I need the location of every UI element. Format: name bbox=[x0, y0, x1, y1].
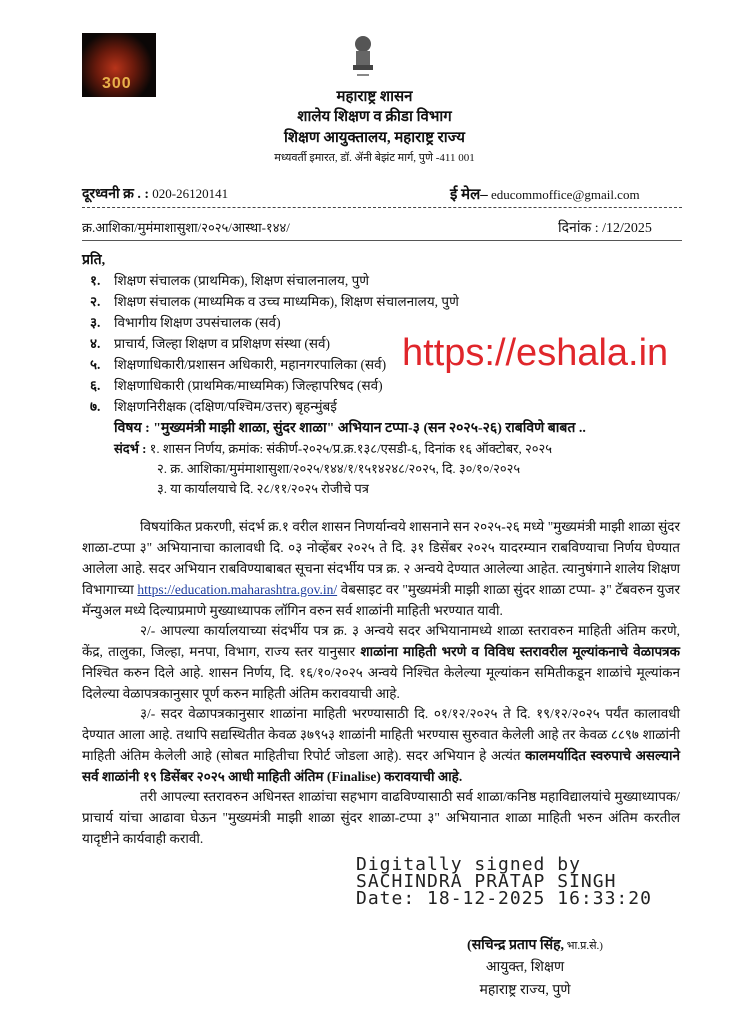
pune-shlok-300-logo: 300 bbox=[82, 33, 156, 97]
item-text: प्राचार्य, जिल्हा शिक्षण व प्रशिक्षण संस्था (सर्व) bbox=[114, 336, 330, 351]
item-text: विभागीय शिक्षण उपसंचालक (सर्व) bbox=[114, 315, 281, 330]
paragraph-1 bbox=[82, 516, 680, 621]
item-number: ३. bbox=[90, 315, 101, 330]
office-address: मध्यवर्ती इमारत, डॉ. ॲनी बेझंट मार्ग, पुणे -411 001 bbox=[274, 152, 475, 164]
item-text: शिक्षणनिरीक्षक (दक्षिण/पश्चिम/उत्तर) बृहन्मुंबई bbox=[114, 399, 337, 414]
name-text: (सचिन्द्र प्रताप सिंह, bbox=[467, 938, 564, 953]
item-text: शिक्षण संचालक (माध्यमिक व उच्च माध्यमिक), शिक्षण संचालनालय, पुणे bbox=[114, 294, 459, 309]
watermark: https://eshala.in bbox=[402, 332, 669, 374]
solid-divider bbox=[82, 240, 682, 241]
subject-line: विषय : "मुख्यमंत्री माझी शाळा, सुंदर शाळा" अभियान टप्पा-३ (सन २०२५-२६) राबविणे बाबत .. bbox=[114, 421, 586, 436]
paragraph-text: विषयांकित प्रकरणी, संदर्भ क्र.१ वरील शासन निणर्यान्वये शासनाने सन २०२५-२६ मध्ये "मुख्यमंत्री माझी शाळा सुंदर शाळा-टप्पा ३" अभियानाचा कालावधी दि. ०३ नोव्हेंबर २०२५ ते दि. ३१ डिसेंबर २०२५ यादरम्यान राबविण्याचा निर्णय घेण्यात आलेला आहे. सदर अभियान राबविण्याबाबत सूचना संदर्भीय पत्र क्र. २ अन्वये देण्यात आलेल्या आहेत. त्यानुषंगाने शालेय शिक्षण विभागाच्या bbox=[82, 519, 680, 597]
signature-date: Date: 18-12-2025 16:33:20 bbox=[356, 888, 652, 909]
item-text: शिक्षणाधिकारी/प्रशासन अधिकारी, महानगरपालिका (सर्व) bbox=[114, 357, 387, 372]
email-line bbox=[450, 184, 640, 204]
list-item bbox=[90, 375, 459, 396]
paragraph-text: ३/- सदर वेळापत्रकानुसार शाळांना माहिती भरण्यासाठी दि. ०१/१२/२०२५ ते दि. १९/१२/२०२५ पर्यंत कालावधी देण्यात आला आहे. तथापि सद्यस्थितीत केवळ ३७९५३ शाळांनी माहिती भरण्यास सुरुवात केलेली आहे तर केवळ ८८९७ शाळांनी माहिती अंतिम केलेली आहे (सोबत माहितीचा रिपोर्ट जोडला आहे). सदर अभियान हे अत्यंत bbox=[82, 706, 680, 763]
signatory-name bbox=[0, 935, 749, 954]
phone-number: 020-26120141 bbox=[152, 186, 229, 201]
digital-signature bbox=[356, 856, 652, 907]
signer-name: SACHINDRA PRATAP SINGH bbox=[356, 871, 617, 892]
signatory-designation: आयुक्त, शिक्षण bbox=[485, 960, 565, 975]
item-number: ४. bbox=[90, 336, 101, 351]
letter-date bbox=[558, 218, 652, 237]
email-label: ई मेल– bbox=[450, 187, 488, 203]
education-website-link[interactable]: https://education.maharashtra.gov.in/ bbox=[137, 582, 338, 597]
to-label: प्रति, bbox=[82, 253, 106, 268]
paragraph-3 bbox=[82, 703, 680, 787]
paragraph-text: वेबसाइट वर "मुख्यमंत्री माझी शाळा सुंदर शाळा टप्पा- ३" टॅबवरुन युजर मॅन्युअल मध्ये दिल्याप्रमाणे मुख्याध्यापक लॉगिन वरुन सर्व शाळांनी माहिती भरण्यात यावी. bbox=[82, 582, 680, 618]
service-suffix: भा.प्र.से.) bbox=[564, 940, 603, 952]
paragraph-bold-text: शाळांना माहिती भरणे व विविध स्तरावरील मूल्यांकनाचे वेळापत्रक bbox=[360, 644, 680, 659]
item-number: ७. bbox=[90, 399, 101, 414]
list-item bbox=[90, 291, 459, 312]
signatory-place: महाराष्ट्र राज्य, पुणे bbox=[479, 983, 571, 998]
reference-number: क्र.आशिका/मुमंमाशासुशा/२०२५/आस्था-१४४/ bbox=[82, 220, 290, 235]
office-name: शिक्षण आयुक्तालय, महाराष्ट्र राज्य bbox=[284, 130, 465, 146]
item-number: ५. bbox=[90, 357, 101, 372]
paragraph-4: तरी आपल्या स्तरावरुन अधिनस्त शाळांचा सहभाग वाढविण्यासाठी सर्व शाळा/कनिष्ठ महाविद्यालयांचे मुख्याध्यापक/प्राचार्य यांचा आढावा घेऊन "मुख्यमंत्री माझी शाळा सुंदर शाळा-टप्पा ३" अभियानात शाळा माहिती भरुन अंतिम करतील यादृष्टीने कार्यवाही करावी. bbox=[82, 789, 680, 846]
email-address[interactable]: educommoffice@gmail.com bbox=[491, 187, 640, 202]
item-text: शिक्षण संचालक (प्राथमिक), शिक्षण संचालनालय, पुणे bbox=[114, 273, 370, 288]
signature-line: Digitally signed by bbox=[356, 854, 581, 875]
reference-item: १. शासन निर्णय, क्रमांक: संकीर्ण-२०२५/प्र.क्र.१३८/एसडी-६, दिनांक १६ ऑक्टोबर, २०२५ bbox=[149, 441, 553, 456]
item-number: ६. bbox=[90, 378, 101, 393]
paragraph-text: निश्चित करुन दिले आहे. शासन निर्णय, दि. १६/१०/२०२५ अन्वये निश्चित केलेल्या मूल्यांकन समितीकडून शाळांचे मूल्यांकन दिलेल्या वेळापत्रकानुसार पूर्ण करुन माहिती अंतिम करावयाची आहे. bbox=[82, 665, 680, 701]
phone-line bbox=[82, 184, 228, 203]
paragraph-bold-text: कालमर्यादित स्वरुपाचे असल्याने सर्व शाळांनी १९ डिसेंबर २०२५ आधी माहिती अंतिम (Finalise) करावयाची आहे. bbox=[82, 748, 680, 784]
phone-label: दूरध्वनी क्र . : bbox=[82, 187, 150, 202]
list-item bbox=[90, 396, 459, 417]
government-name: महाराष्ट्र शासन bbox=[336, 89, 413, 105]
paragraph-2 bbox=[82, 620, 680, 704]
department-name: शालेय शिक्षण व क्रीडा विभाग bbox=[297, 109, 452, 125]
ashoka-emblem-icon bbox=[347, 35, 379, 81]
list-item bbox=[90, 312, 459, 333]
date-label: दिनांक : bbox=[558, 221, 599, 236]
item-number: २. bbox=[90, 294, 101, 309]
reference-item: ३. या कार्यालयाचे दि. २८/११/२०२५ रोजीचे पत्र bbox=[157, 481, 369, 496]
reference-item: २. क्र. आशिका/मुमंमाशासुशा/२०२५/१४४/१/१५१४२४८/२०२५, दि. ३०/१०/२०२५ bbox=[157, 461, 521, 476]
item-text: शिक्षणाधिकारी (प्राथमिक/माध्यमिक) जिल्हापरिषद (सर्व) bbox=[114, 378, 383, 393]
paragraph-text: २/- आपल्या कार्यालयाच्या संदर्भीय पत्र क्र. ३ अन्वये सदर अभियानामध्ये शाळा स्तरावरुन माहिती अंतिम करणे, केंद्र, तालुका, जिल्हा, मनपा, विभाग, राज्य स्तर यानुसार bbox=[82, 623, 680, 659]
list-item bbox=[90, 270, 459, 291]
references bbox=[114, 439, 552, 499]
references-label: संदर्भ : bbox=[114, 441, 147, 456]
dashed-divider bbox=[82, 207, 682, 208]
item-number: १. bbox=[90, 273, 101, 288]
date-value: /12/2025 bbox=[602, 221, 652, 236]
